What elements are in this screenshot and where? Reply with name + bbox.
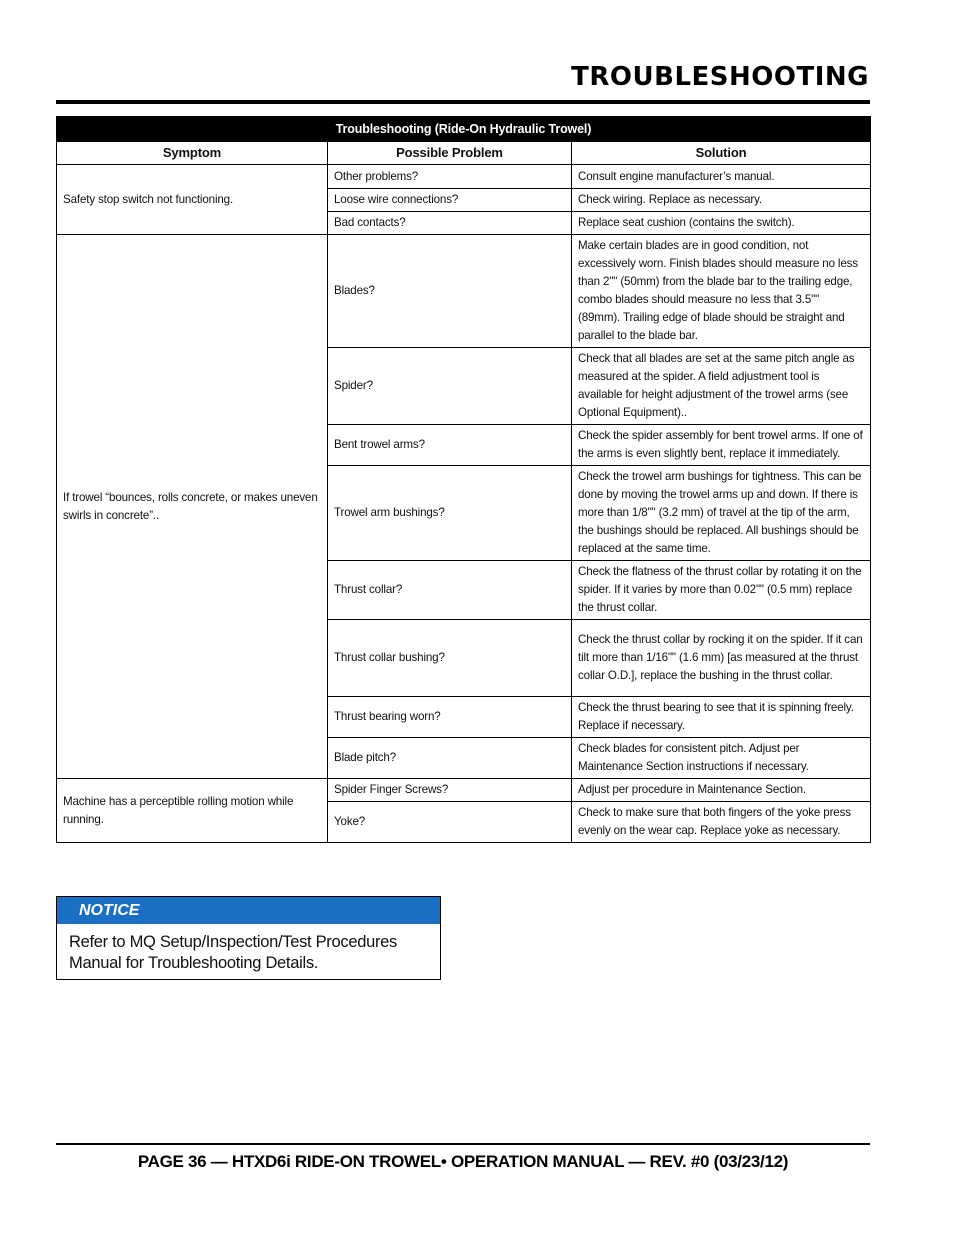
- troubleshooting-table: [56, 116, 871, 843]
- problem-cell: Spider?: [328, 348, 572, 425]
- solution-cell: Check the trowel arm bushings for tightness. This can be done by moving the trowel arms up and down. If there is more than 1/8"" (3.2 mm) of travel at the tip of the arm, the bushings should be replaced. All bushings should be replaced at the same time.: [572, 466, 871, 561]
- solution-cell: Check wiring. Replace as necessary.: [572, 189, 871, 212]
- column-header-symptom: Symptom: [57, 142, 328, 165]
- solution-cell: Check blades for consistent pitch. Adjust per Maintenance Section instructions if necessary.: [572, 738, 871, 779]
- notice-title: NOTICE: [57, 897, 440, 924]
- problem-cell: Blades?: [328, 235, 572, 348]
- solution-cell: Consult engine manufacturer’s manual.: [572, 165, 871, 189]
- solution-cell: Make certain blades are in good condition, not excessively worn. Finish blades should measure no less than 2"" (50mm) from the blade bar to the trailing edge, combo blades should measure no less that 3.5"" (89mm). Trailing edge of blade should be straight and parallel to the blade bar.: [572, 235, 871, 348]
- solution-cell: Replace seat cushion (contains the switch).: [572, 212, 871, 235]
- symptom-cell: Safety stop switch not functioning.: [57, 165, 328, 235]
- title-divider: [56, 100, 870, 104]
- solution-cell: Check to make sure that both fingers of the yoke press evenly on the wear cap. Replace yoke as necessary.: [572, 802, 871, 843]
- problem-cell: Yoke?: [328, 802, 572, 843]
- solution-cell: Adjust per procedure in Maintenance Section.: [572, 779, 871, 802]
- problem-cell: Thrust collar?: [328, 561, 572, 620]
- footer-divider: [56, 1143, 870, 1145]
- problem-cell: Blade pitch?: [328, 738, 572, 779]
- solution-cell: Check that all blades are set at the same pitch angle as measured at the spider. A field adjustment tool is available for height adjustment of the trowel arms (see Optional Equipment)..: [572, 348, 871, 425]
- problem-cell: Spider Finger Screws?: [328, 779, 572, 802]
- problem-cell: Trowel arm bushings?: [328, 466, 572, 561]
- page-title: TROUBLESHOOTING: [571, 62, 869, 92]
- notice-box: [56, 896, 441, 980]
- solution-cell: Check the flatness of the thrust collar by rotating it on the spider. If it varies by more than 0.02"" (0.5 mm) replace the thrust collar.: [572, 561, 871, 620]
- solution-cell: Check the thrust bearing to see that it is spinning freely. Replace if necessary.: [572, 697, 871, 738]
- table-row: [57, 779, 871, 802]
- notice-body: Refer to MQ Setup/Inspection/Test Procedures Manual for Troubleshooting Details.: [69, 933, 397, 972]
- table-row: [57, 235, 871, 348]
- column-header-possible-problem: Possible Problem: [328, 142, 572, 165]
- problem-cell: Bent trowel arms?: [328, 425, 572, 466]
- symptom-cell: Machine has a perceptible rolling motion while running.: [57, 779, 328, 843]
- table-row: [57, 165, 871, 189]
- problem-cell: Loose wire connections?: [328, 189, 572, 212]
- problem-cell: Thrust collar bushing?: [328, 620, 572, 697]
- problem-cell: Bad contacts?: [328, 212, 572, 235]
- solution-cell: Check the spider assembly for bent trowel arms. If one of the arms is even slightly bent, replace it immediately.: [572, 425, 871, 466]
- symptom-cell: If trowel “bounces, rolls concrete, or makes uneven swirls in concrete”..: [57, 235, 328, 779]
- problem-cell: Other problems?: [328, 165, 572, 189]
- page-footer: PAGE 36 — HTXD6i RIDE-ON TROWEL• OPERATION MANUAL — REV. #0 (03/23/12): [137, 1152, 789, 1171]
- problem-cell: Thrust bearing worn?: [328, 697, 572, 738]
- table-caption: Troubleshooting (Ride-On Hydraulic Trowel): [57, 117, 871, 142]
- column-header-solution: Solution: [572, 142, 871, 165]
- solution-cell: Check the thrust collar by rocking it on the spider. If it can tilt more than 1/16"" (1.6 mm) [as measured at the thrust collar O.D.], replace the bushing in the thrust collar.: [572, 620, 871, 697]
